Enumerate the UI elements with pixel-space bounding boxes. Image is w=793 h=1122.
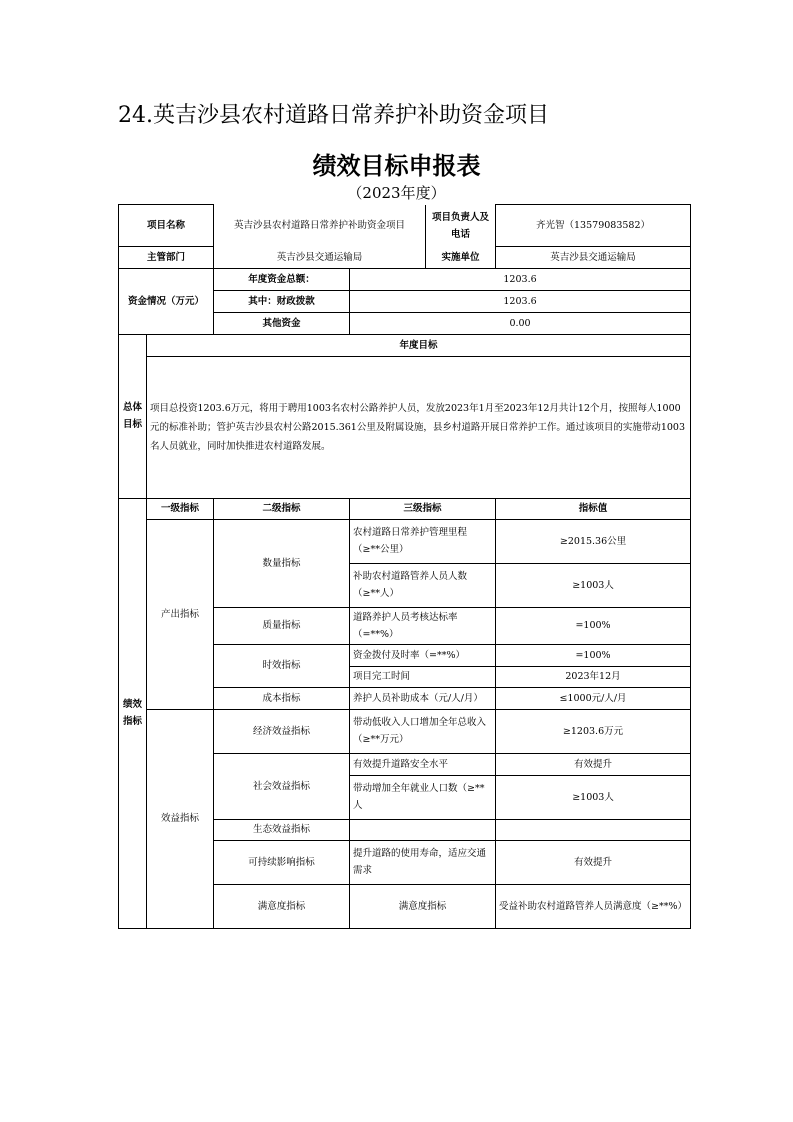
level3-item: 农村道路日常养护管理里程（≥**公里） — [350, 519, 496, 563]
year-label: （2023年度） — [347, 184, 446, 202]
header-level2: 二级指标 — [214, 498, 350, 519]
performance-table — [118, 204, 691, 929]
level3-item: 资金拨付及时率（=**%） — [350, 644, 496, 666]
project-name-label: 项目名称 — [119, 205, 214, 247]
level3-item: 有效提升道路安全水平 — [350, 753, 496, 775]
level3-item: 养护人员补助成本（元/人/月） — [350, 687, 496, 709]
impl-label: 实施单位 — [441, 251, 480, 263]
funds-label: 资金情况（万元） — [119, 268, 214, 334]
funds-other-value: 0.00 — [350, 312, 691, 334]
project-heading: 24.英吉沙县农村道路日常养护补助资金项目 — [118, 103, 549, 128]
level1-satisfaction: 满意度指标 — [214, 884, 350, 928]
level1-output: 产出指标 — [147, 519, 214, 709]
indicator-value: 有效提升 — [496, 840, 691, 884]
level2-quantity: 数量指标 — [214, 519, 350, 607]
funds-fiscal-label: 其中：财政拨款 — [214, 290, 350, 312]
indicator-value: 2023年12月 — [496, 666, 691, 687]
header-level3: 三级指标 — [350, 498, 496, 519]
level2-ecological: 生态效益指标 — [214, 819, 350, 840]
level3-item — [350, 819, 496, 840]
level3-item: 补助农村道路管养人员人数（≥**人） — [350, 563, 496, 607]
level3-item: 带动增加全年就业人口数（≥**人 — [350, 775, 496, 819]
indicator-value: ≥1003人 — [496, 563, 691, 607]
level3-item: 带动低收入人口增加全年总收入（≥**万元） — [350, 709, 496, 753]
level3-item: 道路养护人员考核达标率（=**%） — [350, 607, 496, 644]
indicator-value — [496, 819, 691, 840]
funds-fiscal-value: 1203.6 — [350, 290, 691, 312]
level3-item: 项目完工时间 — [350, 666, 496, 687]
level1-benefit: 效益指标 — [147, 709, 214, 928]
indicator-value: 有效提升 — [496, 753, 691, 775]
level2-quality: 质量指标 — [214, 607, 350, 644]
indicator-value: =100% — [496, 607, 691, 644]
impl-value: 英吉沙县交通运输局 — [496, 247, 691, 269]
header-level1: 一级指标 — [147, 498, 214, 519]
funds-total-label: 年度资金总额： — [214, 268, 350, 290]
goal-text: 项目总投资1203.6万元，将用于聘用1003名农村公路养护人员，发放2023年1月至2023年12月共计12个月，按照每人1000元的标准补助；管护英吉沙县农村公路2015.361公里及附属设施，县乡村道路开展日常养护工作。通过该项目的实施带动1003名人员就业，同时加快推进农村道路发展。 — [147, 356, 691, 498]
leader-label: 项目负责人及电话 — [432, 211, 490, 240]
goal-label: 总体目标 — [119, 334, 147, 498]
level3-item: 提升道路的使用寿命，适应交通需求 — [350, 840, 496, 884]
goal-header: 年度目标 — [147, 334, 691, 356]
project-name-value: 英吉沙县农村道路日常养护补助资金项目 — [214, 205, 426, 247]
indicators-label: 绩效指标 — [119, 498, 147, 928]
dept-value: 英吉沙县交通运输局 — [214, 247, 426, 268]
indicator-value: ≤1000元/人/月 — [496, 687, 691, 709]
funds-other-label: 其他资金 — [214, 312, 350, 334]
header-value: 指标值 — [496, 498, 691, 519]
funds-total-value: 1203.6 — [350, 268, 691, 290]
level2-satisfaction: 满意度指标 — [350, 884, 496, 928]
indicator-value: ≥1003人 — [496, 775, 691, 819]
level2-sustainable: 可持续影响指标 — [214, 840, 350, 884]
page-title: 绩效目标申报表 — [312, 152, 481, 180]
level2-cost: 成本指标 — [214, 687, 350, 709]
dept-label: 主管部门 — [119, 247, 214, 269]
indicator-value: =100% — [496, 644, 691, 666]
level2-economic: 经济效益指标 — [214, 709, 350, 753]
leader-value: 齐光智（13579083582） — [496, 205, 691, 247]
indicator-value: ≥2015.36公里 — [496, 519, 691, 563]
indicator-value: ≥1203.6万元 — [496, 709, 691, 753]
level2-timeliness: 时效指标 — [214, 644, 350, 687]
level3-item: 受益补助农村道路管养人员满意度（≥**%） — [496, 884, 691, 928]
level2-social: 社会效益指标 — [214, 753, 350, 819]
